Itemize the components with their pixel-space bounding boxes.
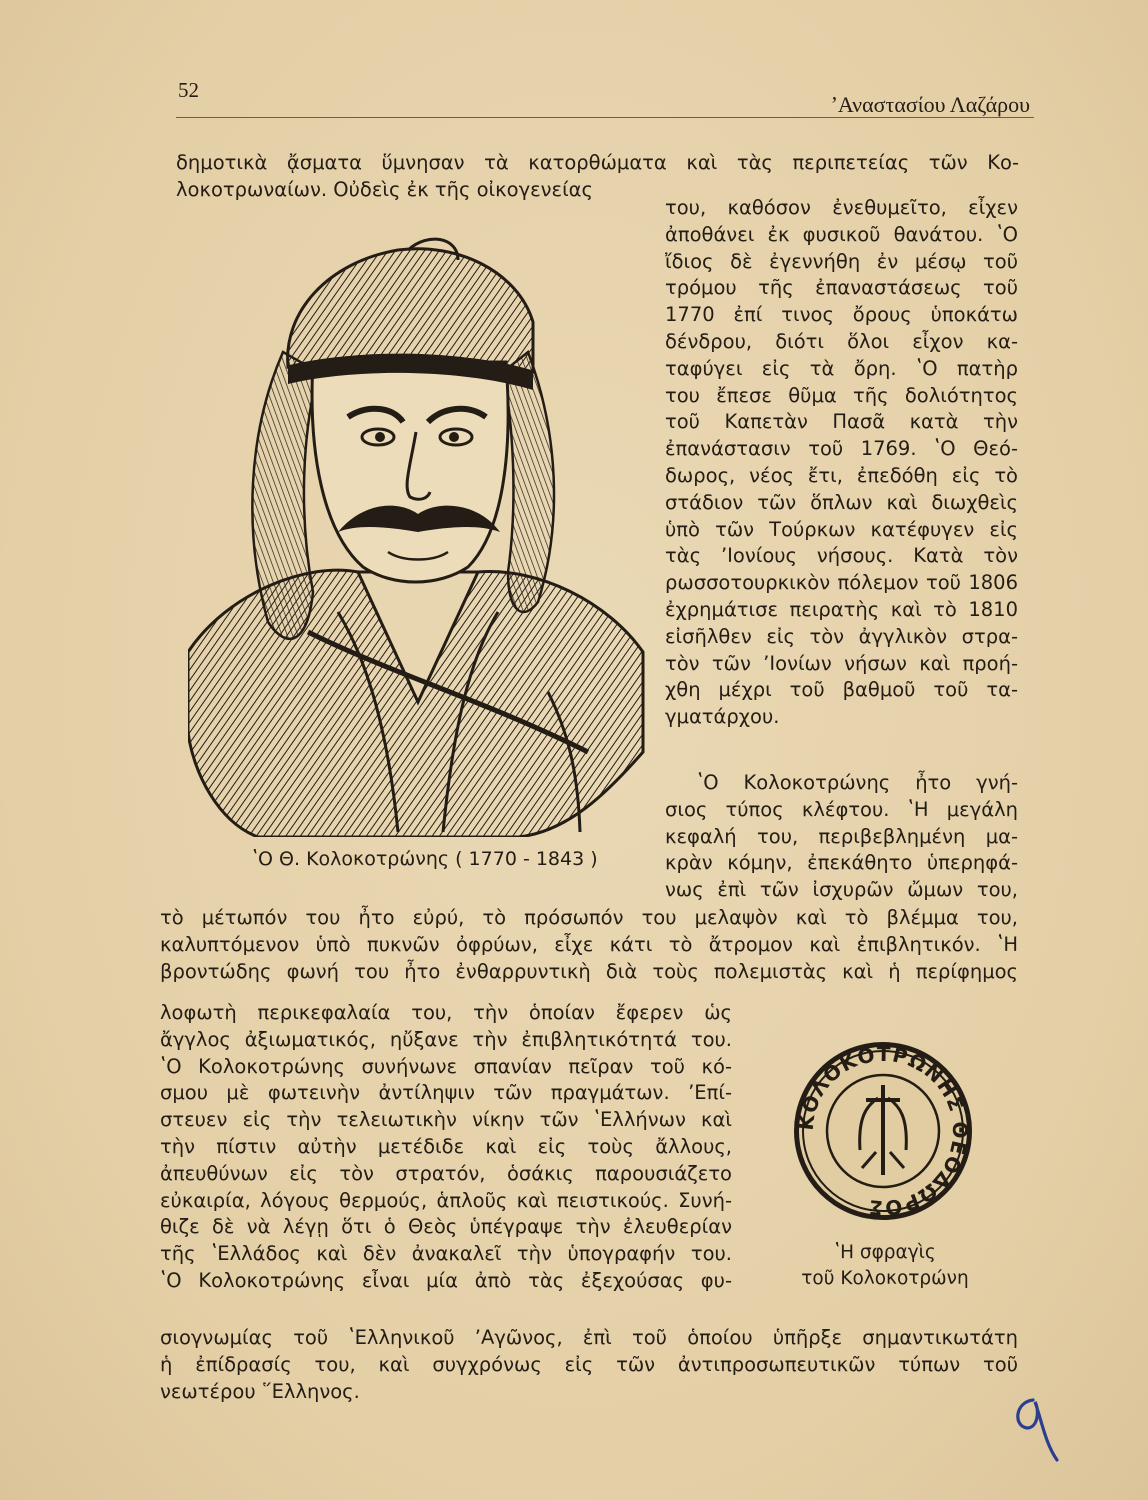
- paragraph-description: [665, 770, 1018, 904]
- text-line: στάδιον τῶν ὅπλων καὶ διωχθεὶς: [665, 490, 1018, 514]
- header-rule: [176, 117, 1034, 118]
- text-line: ʽΟ Κολοκοτρώνης ἦτο γνή-: [697, 771, 1018, 794]
- text-line: κρὰν κόμην, ἐπεκάθητο ὑπερηφά-: [665, 851, 1018, 875]
- text-line: δωρος, νέος ἔτι, ἐπεδόθη εἰς τὸ: [665, 463, 1018, 487]
- text-line: εἰσῆλθεν εἰς τὸν ἀγγλικὸν στρα-: [665, 624, 1018, 648]
- paragraph-biography: [665, 195, 1018, 731]
- text-line: ἐπανάστασιν τοῦ 1769. ʽΟ Θεό-: [665, 437, 1018, 461]
- text-line: του, καθόσον ἐνεθυμεῖτο, εἶχεν: [665, 196, 1018, 219]
- text-line: σμου μὲ φωτεινὴν ἀντίληψιν τῶν πραγμάτων. ʼΕπί-: [160, 1081, 732, 1105]
- text-line: γματάρχου.: [665, 705, 780, 729]
- text-line: ʽΟ Κολοκοτρώνης συνήνωνε σπανίαν πεῖραν τοῦ κό-: [160, 1054, 732, 1078]
- seal-caption: [770, 1240, 1000, 1292]
- paragraph-description-continued: [160, 905, 1018, 985]
- text-line: ἀπευθύνων εἰς τὸν στρατόν, ὁσάκις παρουσιάζετο: [160, 1161, 732, 1185]
- text-line: τρόμου τῆς ἐπαναστάσεως τοῦ: [665, 276, 1018, 300]
- text-line: ρωσσοτουρκικὸν πόλεμον τοῦ 1806: [665, 571, 1018, 595]
- portrait-caption: ʽΟ Θ. Κολοκοτρώνης ( 1770 - 1843 ): [252, 848, 598, 870]
- text-line: ἡ ἐπίδρασίς του, καὶ συγχρόνως εἰς τῶν ἀντιπροσωπευτικῶν τύπων τοῦ: [160, 1352, 1018, 1376]
- seal-caption-line: τοῦ Κολοκοτρώνη: [801, 1268, 969, 1289]
- text-line: νως ἐπὶ τῶν ἰσχυρῶν ὤμων του,: [665, 878, 1018, 902]
- text-line: βροντώδης φωνή του ἦτο ἐνθαρρυντικὴ διὰ τοὺς πολεμιστὰς καὶ ἡ περίφημος: [160, 959, 1018, 983]
- text-line: εὐκαιρία, λόγους θερμούς, ἁπλοῦς καὶ πειστικούς. Συνή-: [160, 1188, 732, 1212]
- text-line: χθη μέχρι τοῦ βαθμοῦ τοῦ τα-: [665, 678, 1018, 702]
- text-line: 1770 ἐπί τινος ὄρους ὑποκάτω: [665, 303, 1018, 327]
- text-line: τῆς ʽΕλλάδος καὶ δὲν ἀνακαλεῖ τὴν ὑπογραφήν του.: [160, 1242, 732, 1266]
- portrait-engraving: [188, 232, 648, 837]
- text-line: ἄγγλος ἀξιωματικός, ηὔξανε τὴν ἐπιβλητικότητά του.: [160, 1027, 732, 1051]
- text-line: ἀποθάνει ἐκ φυσικοῦ θανάτου. ʽΟ: [665, 222, 1018, 246]
- text-line: τὰς ʼΙονίους νήσους. Κατὰ τὸν: [665, 544, 1018, 568]
- text-line: νεωτέρου ῞Ελληνος.: [160, 1379, 360, 1403]
- text-line: κεφαλή του, περιβεβλημένη μα-: [665, 824, 1018, 848]
- text-line: στευεν εἰς τὴν τελειωτικὴν νίκην τῶν ʽΕλλήνων καὶ: [160, 1108, 732, 1132]
- handwritten-pen-mark: [1005, 1388, 1065, 1468]
- text-line: καλυπτόμενον ὑπὸ πυκνῶν ὀφρύων, εἶχε κάτι τὸ ἄτρομον καὶ ἐπιβλητικόν. ʽΗ: [160, 932, 1018, 956]
- seal-caption-line: ʽΗ σφραγὶς: [834, 1242, 936, 1263]
- paragraph-conclusion: [160, 1325, 1018, 1405]
- text-line: τὸν τῶν ʼΙονίων νήσων καὶ προή-: [665, 651, 1018, 675]
- seal-inscription: ΚΟΛΟΚΟΤΡΩΝΗΣ ΘΕΟΔΩΡΟΣ: [793, 1041, 973, 1221]
- paragraph-character: [160, 1000, 732, 1295]
- text-line: τὴν πίστιν αὐτὴν μετέδιδε καὶ εἰς τοὺς ἄλλους,: [160, 1134, 732, 1158]
- page-number: 52: [178, 78, 199, 102]
- text-line: σιογνωμίας τοῦ ʽΕλληνικοῦ ʼΑγῶνος, ἐπὶ τοῦ ὁποίου ὑπῆρξε σημαντικωτάτη: [160, 1326, 1018, 1349]
- text-line: τὸ μέτωπόν του ἦτο εὐρύ, τὸ πρόσωπόν του μελαψὸν καὶ τὸ βλέμμα του,: [160, 906, 1018, 929]
- text-line: ὑπὸ τῶν Τούρκων κατέφυγεν εἰς: [665, 517, 1018, 541]
- text-line: λοκοτρωναίων. Οὐδεὶς ἐκ τῆς οἰκογενείας: [176, 177, 593, 201]
- text-line: θιζε δὲ νὰ λέγῃ ὅτι ὁ Θεὸς ὑπέγραψε τὴν ἐλευθερίαν: [160, 1215, 732, 1239]
- text-line: λοφωτὴ περικεφαλαία του, τὴν ὁποίαν ἔφερεν ὡς: [160, 1001, 732, 1024]
- running-head: ʼΑναστασίου Λαζάρου: [830, 92, 1030, 117]
- text-line: σιος τύπος κλέφτου. ʽΗ μεγάλη: [665, 797, 1018, 821]
- text-line: του ἔπεσε θῦμα τῆς δολιότητος: [665, 383, 1018, 407]
- kolokotronis-seal: [792, 1040, 974, 1222]
- text-line: ἴδιος δὲ ἐγεννήθη ἐν μέσῳ τοῦ: [665, 249, 1018, 273]
- text-line: ἐχρημάτισε πειρατὴς καὶ τὸ 1810: [665, 597, 1018, 621]
- text-line: τοῦ Καπετὰν Πασᾶ κατὰ τὴν: [665, 410, 1018, 434]
- text-line: δένδρου, διότι ὅλοι εἶχον κα-: [665, 329, 1018, 353]
- text-line: δημοτικὰ ᾄσματα ὕμνησαν τὰ κατορθώματα καὶ τὰς περιπετείας τῶν Κο-: [176, 151, 1019, 174]
- text-line: ʽΟ Κολοκοτρώνης εἶναι μία ἀπὸ τὰς ἐξεχούσας φυ-: [160, 1268, 732, 1292]
- text-line: ταφύγει εἰς τὰ ὄρη. ʽΟ πατὴρ: [665, 356, 1018, 380]
